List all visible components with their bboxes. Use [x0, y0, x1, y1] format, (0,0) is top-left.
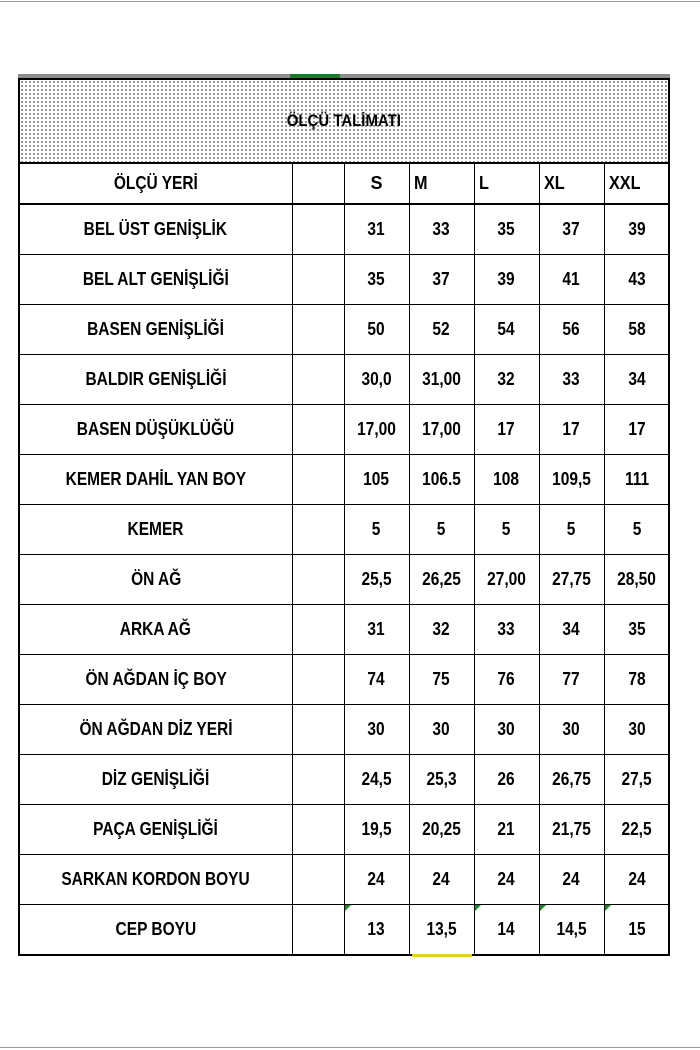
size-chart-sheet	[18, 78, 670, 956]
value-cell: 33	[539, 354, 604, 404]
blank-cell	[292, 204, 344, 254]
value-cell: 17	[604, 404, 669, 454]
value-cell: 78	[604, 654, 669, 704]
measurement-label: BASEN GENİŞLİĞİ	[20, 304, 292, 354]
value-cell: 33	[409, 204, 474, 254]
value-cell: 24	[344, 854, 409, 904]
size-header-xl: XL	[539, 164, 604, 204]
value-cell: 39	[474, 254, 539, 304]
value-cell: 27,00	[474, 554, 539, 604]
blank-cell	[292, 554, 344, 604]
value-cell: 37	[409, 254, 474, 304]
measurement-label: BEL ÜST GENİŞLİK	[20, 204, 292, 254]
value-cell: 26,75	[539, 754, 604, 804]
value-cell: 31	[344, 204, 409, 254]
blank-cell	[292, 704, 344, 754]
value-cell: 30	[409, 704, 474, 754]
value-cell: 105	[344, 454, 409, 504]
value-cell: 17,00	[409, 404, 474, 454]
blank-cell	[292, 354, 344, 404]
value-cell: 26	[474, 754, 539, 804]
bottom-divider	[0, 1047, 700, 1048]
value-cell: 37	[539, 204, 604, 254]
blank-cell	[292, 854, 344, 904]
value-cell: 35	[344, 254, 409, 304]
blank-cell	[292, 404, 344, 454]
table-row	[20, 504, 669, 554]
measurement-header: ÖLÇÜ YERİ	[20, 164, 292, 204]
value-cell: 32	[474, 354, 539, 404]
value-cell: 24	[409, 854, 474, 904]
value-cell: 14	[474, 904, 539, 954]
measurement-label: BEL ALT GENİŞLİĞİ	[20, 254, 292, 304]
value-cell: 56	[539, 304, 604, 354]
value-cell: 41	[539, 254, 604, 304]
value-cell: 24	[604, 854, 669, 904]
value-cell: 34	[539, 604, 604, 654]
value-cell: 25,3	[409, 754, 474, 804]
measurement-label: DİZ GENİŞLİĞİ	[20, 754, 292, 804]
value-cell: 77	[539, 654, 604, 704]
measurement-label: KEMER DAHİL YAN BOY	[20, 454, 292, 504]
value-cell: 14,5	[539, 904, 604, 954]
size-table	[20, 164, 669, 954]
blank-header-cell	[292, 164, 344, 204]
value-cell: 54	[474, 304, 539, 354]
measurement-label: ARKA AĞ	[20, 604, 292, 654]
table-row	[20, 354, 669, 404]
value-cell: 24	[474, 854, 539, 904]
value-cell: 108	[474, 454, 539, 504]
value-cell: 34	[604, 354, 669, 404]
measurement-label: KEMER	[20, 504, 292, 554]
value-cell: 17	[539, 404, 604, 454]
table-row	[20, 854, 669, 904]
cell-highlight-mark	[412, 954, 472, 957]
table-row	[20, 604, 669, 654]
measurement-label: ÖN AĞDAN İÇ BOY	[20, 654, 292, 704]
blank-cell	[292, 804, 344, 854]
value-cell: 13,5	[409, 904, 474, 954]
measurement-label: ÖN AĞDAN DİZ YERİ	[20, 704, 292, 754]
value-cell: 33	[474, 604, 539, 654]
value-cell: 5	[344, 504, 409, 554]
value-cell: 31	[344, 604, 409, 654]
table-row	[20, 654, 669, 704]
measurement-label: ÖN AĞ	[20, 554, 292, 604]
header-row	[20, 164, 669, 204]
value-cell: 31,00	[409, 354, 474, 404]
value-cell: 5	[474, 504, 539, 554]
value-cell: 24	[539, 854, 604, 904]
value-cell: 5	[409, 504, 474, 554]
value-cell: 76	[474, 654, 539, 704]
table-row	[20, 754, 669, 804]
blank-cell	[292, 654, 344, 704]
value-cell: 15	[604, 904, 669, 954]
top-divider	[0, 1, 700, 2]
table-row	[20, 554, 669, 604]
value-cell: 30,0	[344, 354, 409, 404]
value-cell: 30	[539, 704, 604, 754]
blank-cell	[292, 504, 344, 554]
value-cell: 30	[604, 704, 669, 754]
size-header-l: L	[474, 164, 539, 204]
table-row	[20, 404, 669, 454]
value-cell: 17,00	[344, 404, 409, 454]
value-cell: 25,5	[344, 554, 409, 604]
value-cell: 21,75	[539, 804, 604, 854]
value-cell: 22,5	[604, 804, 669, 854]
value-cell: 27,5	[604, 754, 669, 804]
value-cell: 75	[409, 654, 474, 704]
title-cell	[20, 80, 668, 164]
table-row	[20, 704, 669, 754]
table-row	[20, 204, 669, 254]
size-chart-title: ÖLÇÜ TALİMATI	[286, 111, 402, 130]
value-cell: 39	[604, 204, 669, 254]
size-header-s: S	[344, 164, 409, 204]
table-row	[20, 904, 669, 954]
value-cell: 27,75	[539, 554, 604, 604]
table-row	[20, 254, 669, 304]
measurement-label: PAÇA GENİŞLİĞİ	[20, 804, 292, 854]
table-row	[20, 454, 669, 504]
value-cell: 17	[474, 404, 539, 454]
measurement-label: CEP BOYU	[20, 904, 292, 954]
value-cell: 5	[539, 504, 604, 554]
value-cell: 74	[344, 654, 409, 704]
measurement-label: BASEN DÜŞÜKLÜĞÜ	[20, 404, 292, 454]
value-cell: 21	[474, 804, 539, 854]
value-cell: 5	[604, 504, 669, 554]
value-cell: 109,5	[539, 454, 604, 504]
value-cell: 30	[344, 704, 409, 754]
value-cell: 106.5	[409, 454, 474, 504]
table-row	[20, 304, 669, 354]
blank-cell	[292, 454, 344, 504]
value-cell: 35	[604, 604, 669, 654]
blank-cell	[292, 904, 344, 954]
value-cell: 26,25	[409, 554, 474, 604]
blank-cell	[292, 604, 344, 654]
value-cell: 28,50	[604, 554, 669, 604]
value-cell: 19,5	[344, 804, 409, 854]
table-row	[20, 804, 669, 854]
size-header-xxl: XXL	[604, 164, 669, 204]
blank-cell	[292, 304, 344, 354]
value-cell: 43	[604, 254, 669, 304]
measurement-label: BALDIR GENİŞLİĞİ	[20, 354, 292, 404]
measurement-label: SARKAN KORDON BOYU	[20, 854, 292, 904]
blank-cell	[292, 254, 344, 304]
value-cell: 111	[604, 454, 669, 504]
size-header-m: M	[409, 164, 474, 204]
value-cell: 24,5	[344, 754, 409, 804]
value-cell: 13	[344, 904, 409, 954]
value-cell: 52	[409, 304, 474, 354]
value-cell: 58	[604, 304, 669, 354]
blank-cell	[292, 754, 344, 804]
value-cell: 32	[409, 604, 474, 654]
value-cell: 20,25	[409, 804, 474, 854]
value-cell: 50	[344, 304, 409, 354]
value-cell: 30	[474, 704, 539, 754]
value-cell: 35	[474, 204, 539, 254]
